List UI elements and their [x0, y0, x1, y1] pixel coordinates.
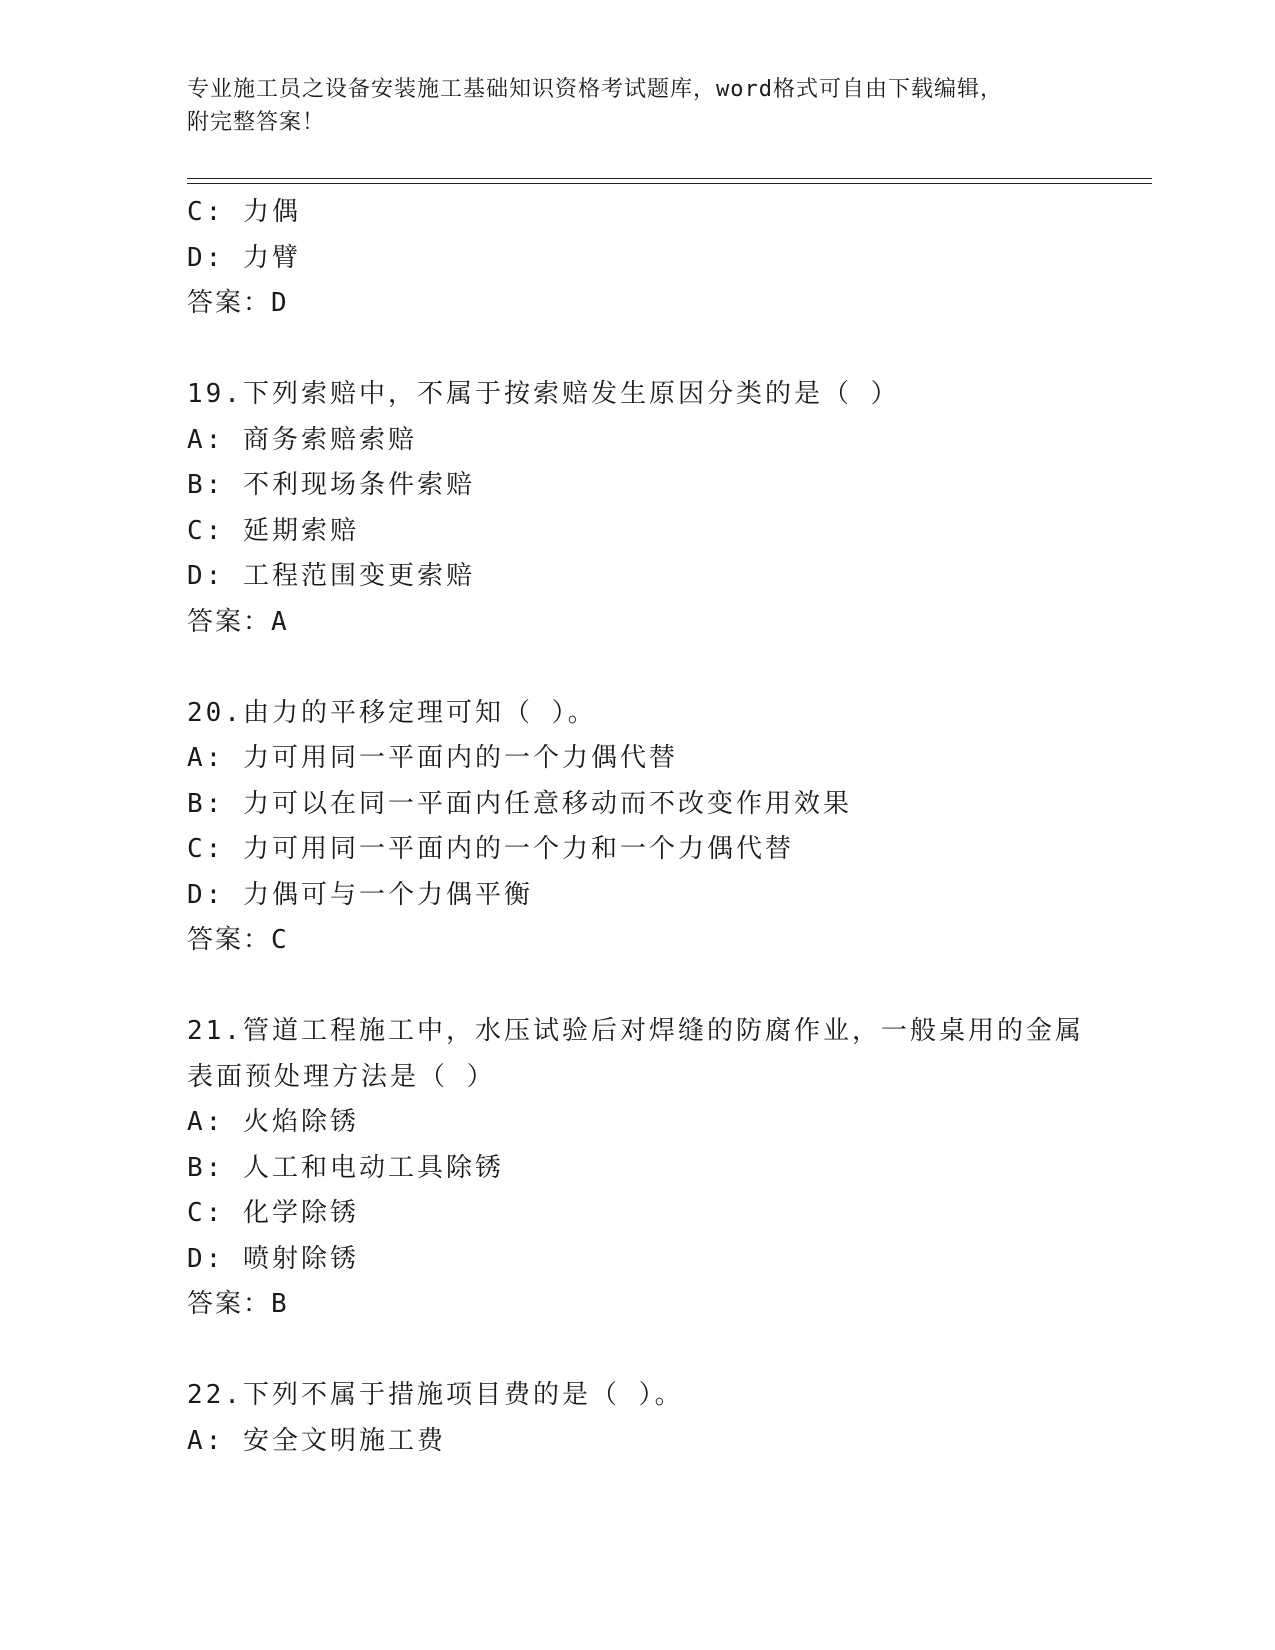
- option-line: D: 力臂: [187, 242, 301, 273]
- option-line: A: 商务索赔索赔: [187, 424, 417, 455]
- question-list: [187, 190, 1152, 1464]
- header-divider-top: [187, 178, 1152, 179]
- header-line-1: 专业施工员之设备安装施工基础知识资格考试题库，word格式可自由下载编辑，: [187, 77, 1003, 102]
- option-line: A: 力可用同一平面内的一个力偶代替: [187, 743, 678, 773]
- option-line: B: 人工和电动工具除锈: [187, 1152, 504, 1183]
- option-line: B: 不利现场条件索赔: [187, 470, 475, 500]
- option-line: D: 喷射除锈: [187, 1243, 359, 1274]
- blank-line: [187, 1328, 1152, 1374]
- answer-line: 答案：D: [187, 288, 289, 318]
- option-line: A: 安全文明施工费: [187, 1425, 446, 1456]
- option-line: C: 化学除锈: [187, 1198, 359, 1228]
- question-text: 21.管道工程施工中，水压试验后对焊缝的防腐作业，一般桌用的金属: [187, 1016, 1084, 1046]
- question-text: 19.下列索赔中，不属于按索赔发生原因分类的是（ ）: [187, 379, 900, 409]
- question-text: 20.由力的平移定理可知（ ）。: [187, 697, 597, 728]
- option-line: D: 工程范围变更索赔: [187, 561, 475, 591]
- blank-line: [187, 964, 1152, 1010]
- question-text: 22.下列不属于措施项目费的是（ ）。: [187, 1380, 684, 1410]
- header-divider-bottom: [187, 183, 1152, 184]
- option-line: D: 力偶可与一个力偶平衡: [187, 879, 533, 910]
- option-line: A: 火焰除锈: [187, 1107, 359, 1137]
- header-line-2: 附完整答案！: [187, 110, 326, 135]
- option-line: C: 延期索赔: [187, 515, 359, 546]
- option-line: C: 力可用同一平面内的一个力和一个力偶代替: [187, 834, 794, 864]
- blank-line: [187, 327, 1152, 373]
- blank-line: [187, 645, 1152, 691]
- answer-line: 答案：B: [187, 1289, 289, 1319]
- answer-line: 答案：C: [187, 925, 289, 955]
- document-header: [187, 73, 1087, 139]
- option-line: B: 力可以在同一平面内任意移动而不改变作用效果: [187, 788, 852, 819]
- answer-line: 答案：A: [187, 606, 289, 637]
- question-text: 表面预处理方法是（ ）: [187, 1061, 496, 1092]
- option-line: C: 力偶: [187, 197, 301, 227]
